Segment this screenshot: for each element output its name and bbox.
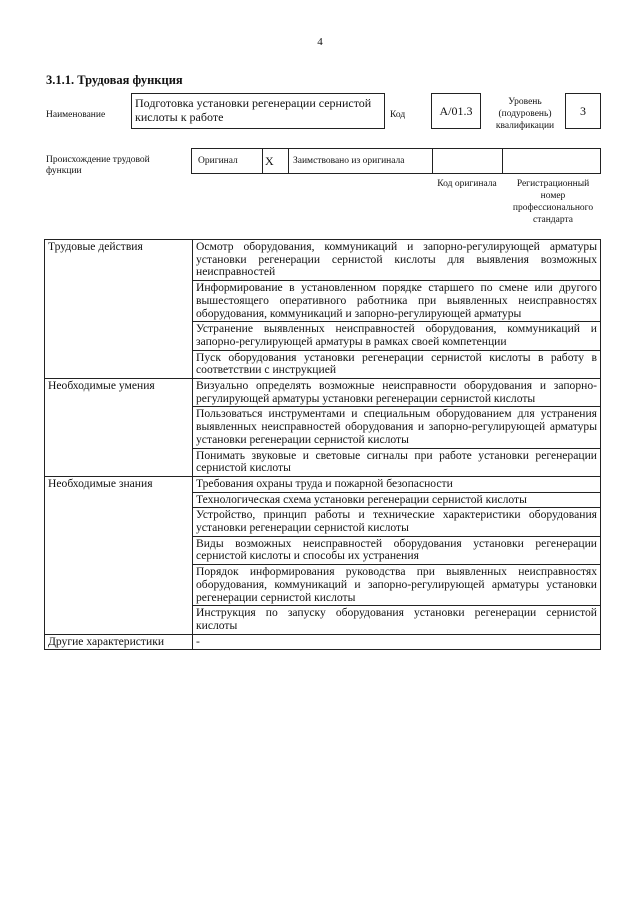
row-head: Необходимые знания xyxy=(45,476,193,634)
table-cell: Устранение выявленных неисправностей оборудования, коммуникаций и запорно-регулирующей арматуры в рамках своей компетенции xyxy=(193,322,601,350)
code-label: Код xyxy=(390,110,406,120)
row-head: Необходимые умения xyxy=(45,379,193,477)
code-value-box xyxy=(431,93,481,129)
table-cell: Требования охраны труда и пожарной безопасности xyxy=(193,476,601,492)
level-value: 3 xyxy=(580,104,586,118)
section-title: 3.1.1. Трудовая функция xyxy=(46,73,183,87)
code-original-caption: Код оригинала xyxy=(437,179,497,189)
table-cell: Технологическая схема установки регенерации сернистой кислоты xyxy=(193,492,601,508)
row-head: Трудовые действия xyxy=(45,240,193,379)
name-label: Наименование xyxy=(46,110,106,120)
row-head: Другие характеристики xyxy=(45,634,193,650)
name-value-box xyxy=(131,93,385,129)
origin-row xyxy=(191,148,601,174)
table-cell: - xyxy=(193,634,601,650)
table-cell: Инструкция по запуску оборудования установки регенерации сернистой кислоты xyxy=(193,606,601,634)
table-row xyxy=(45,476,601,492)
table-cell: Осмотр оборудования, коммуникаций и запорно-регулирующей арматуры установки регенерации сернистой кислоты для выявления возможных неисправностей xyxy=(193,240,601,281)
table-cell: Виды возможных неисправностей оборудования установки регенерации сернистой кислоты и способы их устранения xyxy=(193,536,601,564)
origin-label: Происхождение трудовой функции xyxy=(46,155,150,176)
function-table xyxy=(44,239,601,650)
borrowed-label: Заимствовано из оригинала xyxy=(293,156,405,166)
table-cell: Визуально определять возможные неисправности оборудования и запорно-регулирующей арматуры установки регенерации сернистой кислоты xyxy=(193,379,601,407)
table-cell: Понимать звуковые и световые сигналы при работе установки регенерации сернистой кислоты xyxy=(193,448,601,476)
table-cell: Информирование в установленном порядке старшего по смене или другого вышестоящего оперативного работника при выявленных неисправностях оборудования, коммуникаций и запорно-регулирующей арматуры xyxy=(193,281,601,322)
table-cell: Порядок информирования руководства при выявленных неисправностях оборудования, коммуникаций и запорно-регулирующей арматуры установки регенерации сернистой кислоты xyxy=(193,565,601,606)
table-cell: Пользоваться инструментами и специальным оборудованием для устранения выявленных неисправностей оборудования и запорно-регулирующей арматуры установки регенерации сернистой кислоты xyxy=(193,407,601,448)
table-row xyxy=(45,240,601,281)
table-row xyxy=(45,634,601,650)
table-cell: Пуск оборудования установки регенерации сернистой кислоты в работу в соответствии с инструкцией xyxy=(193,350,601,378)
reg-number-caption: Регистрационный номер профессионального стандарта xyxy=(512,179,594,225)
level-label: Уровень (подуровень) квалификации xyxy=(495,97,555,131)
original-label: Оригинал xyxy=(198,156,238,166)
table-row xyxy=(45,379,601,407)
page-number: 4 xyxy=(317,36,323,48)
table-cell: Устройство, принцип работы и технические характеристики оборудования установки регенерации сернистой кислоты xyxy=(193,508,601,536)
code-value: А/01.3 xyxy=(439,104,473,118)
name-value: Подготовка установки регенерации сернистой кислоты к работе xyxy=(135,96,372,124)
level-value-box xyxy=(565,93,601,129)
original-mark: X xyxy=(265,154,274,168)
